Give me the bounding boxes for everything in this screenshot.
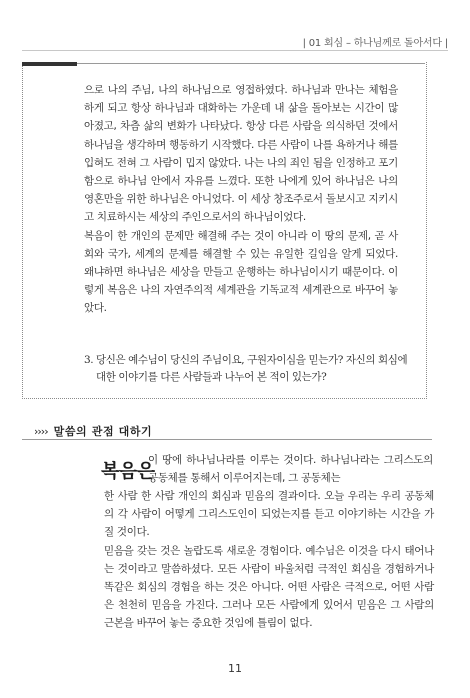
- testimony-text: [84, 81, 398, 318]
- box-top-bar: [22, 62, 77, 66]
- lead-first-lines: 이 땅에 하나님나라를 이루는 것이다. 하나님나라는 그리스도의 공동체를 통해서 이루어지는데, 그 공동체는: [148, 454, 433, 485]
- question-text: 당신은 예수님이 당신의 주님이요, 구원자이심을 믿는가? 자신의 회심에 대한 이야기를 다른 사람들과 나누어 본 적이 있는가?: [96, 354, 408, 383]
- section-heading: [34, 423, 152, 439]
- running-head: | 01 회심 – 하나님께로 돌아서다 |: [302, 38, 448, 49]
- lead-body: [104, 487, 434, 633]
- page-number: 11: [228, 662, 242, 675]
- section-title: 말씀의 관점 대하기: [53, 425, 153, 438]
- lead-word: 복음은: [101, 460, 155, 482]
- discussion-question: [84, 352, 414, 386]
- testimony-paragraph: 복음이 한 개인의 문제만 해결해 주는 것이 아니라 이 땅의 문제, 곧 사회와 국가, 세계의 문제를 해결할 수 있는 유일한 길임을 알게 되었다. 왜냐하면 하나님은 세상을 만들고 운행하는 하나님이시기 때문이다. 이렇게 복음은 나의 자연주의적 세계관을 기독교적 세계관으로 바꾸어 놓았다.: [84, 229, 398, 315]
- section-rule: [22, 439, 432, 440]
- body-paragraph: 한 사람 한 사람 개인의 회심과 믿음의 결과이다. 오늘 우리는 우리 공동체의 각 사람이 어떻게 그리스도인이 되었는지를 듣고 이야기하는 시간을 가질 것이다.: [104, 490, 434, 539]
- chevron-right-icon: ››››: [34, 425, 48, 438]
- question-number: 3.: [84, 354, 94, 366]
- testimony-paragraph: 으로 나의 주님, 나의 하나님으로 영접하였다. 하나님과 만나는 체험을 하게 되고 항상 하나님과 대화하는 가운데 내 삶을 돌아보는 시간이 많아졌고, 차츰 삶의 변화가 나타났다. 항상 다른 사람을 의식하던 것에서 하나님을 생각하며 행동하기 시작했다. 다른 사람이 나를 욕하거나 해를 입혀도 전혀 그 사람이 밉지 않았다. 나는 나의 죄인 됨을 인정하고 포기함으로 하나님 안에서 자유를 느꼈다. 또한 나에게 있어 하나님은 나의 영혼만을 위한 하나님은 아니었다. 이 세상 창조주로서 돌보시고 지키시고 치료하시는 세상의 주인으로서의 하나님이었다.: [84, 84, 398, 224]
- header-rule: [22, 50, 448, 51]
- body-paragraph: 믿음을 갖는 것은 놀랍도록 새로운 경험이다. 예수님은 이것을 다시 태어나는 것이라고 말씀하셨다. 모든 사람이 바울처럼 극적인 회심을 경험하거나 똑같은 회심의 경험을 하는 것은 아니다. 어떤 사람은 극적으로, 어떤 사람은 천천히 믿음을 가진다. 그러나 모든 사람에게 있어서 믿음은 그 사람의 근본을 바꾸어 놓는 중요한 것임에 틀림이 없다.: [104, 544, 434, 630]
- box-top-line: [77, 63, 425, 64]
